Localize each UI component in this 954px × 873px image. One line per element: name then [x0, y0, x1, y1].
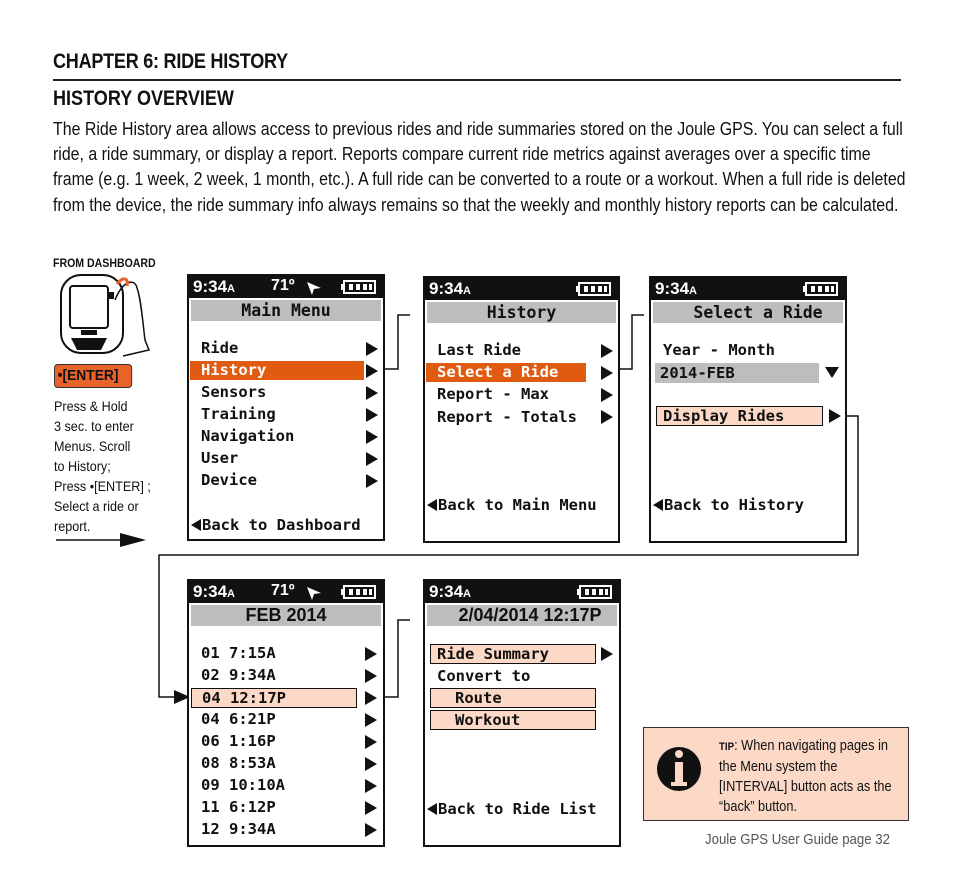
convert-to-label: Convert to [437, 667, 531, 685]
status-bar [189, 581, 383, 603]
info-icon [656, 738, 702, 800]
dropdown-arrow-icon[interactable] [825, 367, 839, 378]
ride-list-item[interactable]: 02 9:34A [201, 666, 276, 684]
gps-arrow-icon [306, 585, 322, 601]
menu-item-report-totals[interactable]: Report - Totals [437, 408, 577, 426]
clock: 9:34A [193, 582, 235, 601]
battery-icon [803, 282, 839, 296]
battery-icon [577, 585, 613, 599]
menu-item-sensors[interactable]: Sensors [201, 383, 267, 401]
tip-text: TIP: When navigating pages in the Menu system the [INTERVAL] button acts as the “back” button. [719, 738, 892, 815]
status-bar [425, 581, 619, 603]
chevron-right-icon [365, 735, 377, 749]
menu-item-select-ride[interactable]: Select a Ride [426, 363, 586, 382]
convert-workout-button[interactable]: Workout [430, 710, 596, 730]
ride-list-item[interactable]: 12 9:34A [201, 820, 276, 838]
clock: 9:34A [429, 582, 471, 601]
chevron-right-icon [365, 757, 377, 771]
menu-item-device[interactable]: Device [201, 471, 257, 489]
ride-list-item[interactable]: 06 1:16P [201, 732, 276, 750]
screen-title: Main Menu [191, 300, 381, 321]
back-to-history[interactable]: Back to History [653, 496, 804, 514]
chevron-right-icon [365, 713, 377, 727]
clock: 9:34A [655, 279, 697, 298]
screen-title: 2/04/2014 12:17P [427, 605, 617, 626]
screen-title: FEB 2014 [191, 605, 381, 626]
instruction-line: report. [54, 518, 91, 534]
menu-item-ride[interactable]: Ride [201, 339, 239, 357]
from-dashboard-label: FROM DASHBOARD [53, 256, 156, 270]
menu-item-user[interactable]: User [201, 449, 239, 467]
screen-ride-detail [423, 579, 621, 847]
back-to-main-menu[interactable]: Back to Main Menu [427, 496, 597, 514]
field-label-year-month: Year - Month [663, 341, 775, 359]
chevron-right-icon [365, 669, 377, 683]
back-to-ride-list[interactable]: Back to Ride List [427, 800, 597, 818]
instruction-line: 3 sec. to enter [54, 418, 134, 434]
chevron-right-icon [601, 647, 613, 661]
chevron-right-icon [366, 408, 378, 422]
menu-item-history[interactable]: History [190, 361, 364, 380]
year-month-select[interactable]: 2014-FEB [655, 363, 819, 383]
chevron-right-icon [365, 691, 377, 705]
status-bar [189, 276, 383, 298]
screen-select-ride [649, 276, 847, 543]
screen-title: Select a Ride [653, 302, 843, 323]
status-bar [425, 278, 618, 300]
clock: 9:34A [429, 279, 471, 298]
chevron-right-icon [601, 366, 613, 380]
chevron-right-icon [366, 474, 378, 488]
clock: 9:34A [193, 277, 235, 296]
menu-item-training[interactable]: Training [201, 405, 276, 423]
chevron-right-icon [829, 409, 841, 423]
intro-paragraph: The Ride History area allows access to previous rides and ride summaries stored on the Joule GPS. You can select a full ride, a ride summary, or display a report. Reports compare current ride metrics against averages over a specific time frame (e.g. 1 week, 2 week, 1 month, etc.). A full ride can be converted to a route or a workout. When a full ride is deleted from the device, the ride summary info always remains so that the weekly and monthly history reports can be calculated. [53, 118, 906, 215]
battery-icon [576, 282, 612, 296]
page-footer: Joule GPS User Guide page 32 [705, 831, 890, 848]
battery-icon [341, 280, 377, 294]
ride-list-item[interactable]: 08 8:53A [201, 754, 276, 772]
status-bar [651, 278, 845, 300]
chevron-right-icon [365, 823, 377, 837]
chevron-right-icon [601, 410, 613, 424]
ride-summary-button[interactable]: Ride Summary [430, 644, 596, 664]
gps-arrow-icon [306, 280, 322, 296]
instruction-line: to History; [54, 458, 111, 474]
instruction-line: Select a ride or [54, 498, 139, 514]
instruction-line: Press •[ENTER] ; [54, 478, 151, 494]
chevron-right-icon [365, 801, 377, 815]
screen-history [423, 276, 620, 543]
instruction-line: Press & Hold [54, 398, 128, 414]
menu-item-last-ride[interactable]: Last Ride [437, 341, 521, 359]
battery-icon [341, 585, 377, 599]
chevron-right-icon [601, 388, 613, 402]
chevron-right-icon [365, 647, 377, 661]
chevron-right-icon [366, 452, 378, 466]
screen-title: History [427, 302, 616, 323]
chapter-title: CHAPTER 6: RIDE HISTORY [53, 50, 288, 73]
chevron-right-icon [365, 779, 377, 793]
enter-button: •[ENTER] [54, 364, 132, 388]
instruction-line: Menus. Scroll [54, 438, 131, 454]
ride-list-item[interactable]: 01 7:15A [201, 644, 276, 662]
chevron-right-icon [366, 430, 378, 444]
ride-list-item-selected[interactable]: 04 12:17P [191, 688, 357, 708]
chevron-right-icon [366, 386, 378, 400]
ride-list-item[interactable]: 11 6:12P [201, 798, 276, 816]
screen-main-menu [187, 274, 385, 541]
display-rides-button[interactable]: Display Rides [656, 406, 823, 426]
temperature: 71º [271, 582, 295, 599]
convert-route-button[interactable]: Route [430, 688, 596, 708]
chevron-right-icon [366, 364, 378, 378]
ride-list-item[interactable]: 04 6:21P [201, 710, 276, 728]
chevron-right-icon [601, 344, 613, 358]
screen-ride-list [187, 579, 385, 847]
menu-item-report-max[interactable]: Report - Max [437, 385, 549, 403]
tip-box [643, 727, 909, 821]
back-to-dashboard[interactable]: Back to Dashboard [191, 516, 361, 534]
ride-list-item[interactable]: 09 10:10A [201, 776, 285, 794]
chevron-right-icon [366, 342, 378, 356]
section-title: HISTORY OVERVIEW [53, 87, 234, 110]
menu-item-navigation[interactable]: Navigation [201, 427, 295, 445]
temperature: 71º [271, 277, 295, 294]
